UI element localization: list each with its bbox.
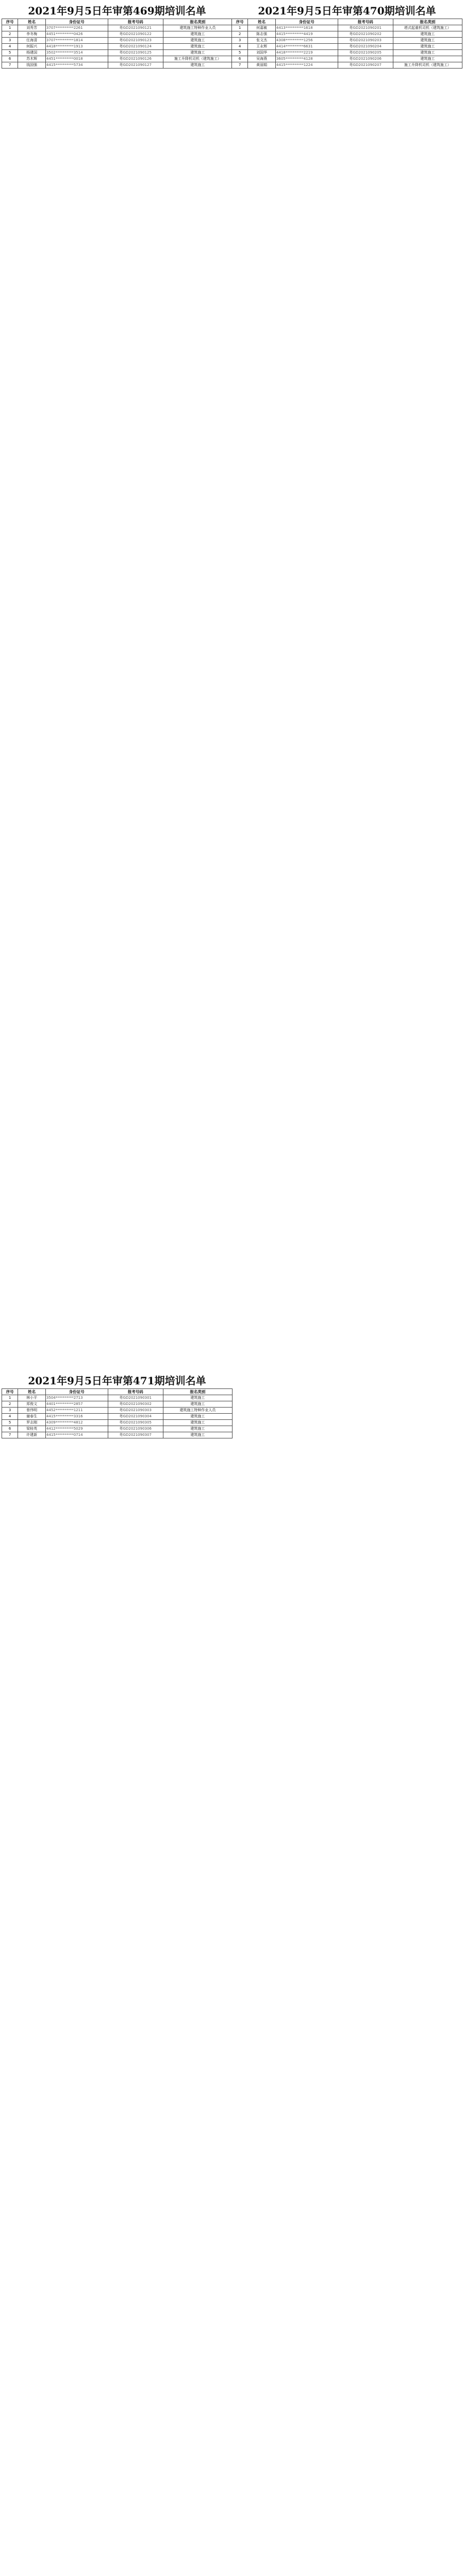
column-header: 姓名 — [248, 19, 276, 25]
category-cell: 建筑施工 — [163, 38, 232, 44]
roster-title: 2021年9月5日年审第471期培训名单 — [28, 1375, 206, 1387]
ticket-number-cell: 粤GD2021090306 — [108, 1426, 163, 1432]
ticket-number-cell: 粤GD2021090125 — [108, 50, 163, 56]
seq-cell: 5 — [232, 50, 248, 56]
roster-471 — [2, 1373, 233, 1438]
ticket-number-cell: 粤GD2021090307 — [108, 1432, 163, 1438]
column-header: 身份证号 — [45, 1389, 108, 1395]
category-cell: 建筑施工 — [393, 50, 462, 56]
ticket-number-cell: 粤GD2021090124 — [108, 44, 163, 50]
name-cell: 罗志刚 — [18, 1420, 46, 1426]
category-cell: 建筑施工 — [163, 1414, 232, 1420]
id-number-cell: 4412**********5029 — [45, 1426, 108, 1432]
id-number-cell: 4308**********1256 — [275, 38, 338, 44]
seq-cell: 5 — [2, 1420, 18, 1426]
table-row — [232, 62, 462, 69]
name-cell: 李冬梅 — [18, 31, 46, 38]
column-header: 报考号码 — [338, 19, 393, 25]
table-row — [2, 1414, 233, 1420]
name-cell: 杨建国 — [18, 50, 46, 56]
table-row — [232, 56, 462, 62]
name-cell: 林小平 — [18, 1395, 46, 1401]
id-number-cell: 4451**********0426 — [45, 31, 108, 38]
table-row — [2, 1426, 233, 1432]
category-cell: 建筑施工 — [163, 44, 232, 50]
category-cell: 建筑施工 — [163, 31, 232, 38]
id-number-cell: 3504**********2713 — [45, 1395, 108, 1401]
ticket-number-cell: 粤GD2021090302 — [108, 1401, 163, 1408]
ticket-number-cell: 粤GD2021090121 — [108, 25, 163, 31]
table-row — [2, 56, 233, 62]
seq-cell: 6 — [2, 56, 18, 62]
column-header: 报名类别 — [163, 1389, 232, 1395]
ticket-number-cell: 粤GD2021090305 — [108, 1420, 163, 1426]
id-number-cell: 4415**********1224 — [275, 62, 338, 69]
category-cell: 建筑施工 — [163, 50, 232, 56]
column-header: 报名类别 — [163, 19, 232, 25]
category-cell: 建筑施工 — [393, 38, 462, 44]
ticket-number-cell: 粤GD2021090304 — [108, 1414, 163, 1420]
category-cell: 建筑施工 — [163, 1432, 232, 1438]
ticket-number-cell: 粤GD2021090127 — [108, 62, 163, 69]
seq-cell: 3 — [232, 38, 248, 44]
table-row — [232, 25, 462, 31]
seq-cell: 7 — [2, 1432, 18, 1438]
name-cell: 谢春生 — [18, 1414, 46, 1420]
ticket-number-cell: 粤GD2021090126 — [108, 56, 163, 62]
id-number-cell: 4415**********0714 — [45, 1432, 108, 1438]
name-cell: 黄丽娟 — [248, 62, 276, 69]
seq-cell: 2 — [2, 31, 18, 38]
id-number-cell: 4309**********4812 — [45, 1420, 108, 1426]
name-cell: 刘秀芳 — [18, 25, 46, 31]
column-header: 身份证号 — [45, 19, 108, 25]
table-row — [232, 31, 462, 38]
ticket-number-cell: 粤GD2021090206 — [338, 56, 393, 62]
table-header-row — [2, 1389, 233, 1395]
id-number-cell: 4452**********1211 — [45, 1408, 108, 1414]
name-cell: 王永辉 — [248, 44, 276, 50]
seq-cell: 1 — [2, 1395, 18, 1401]
name-cell: 刘国华 — [248, 50, 276, 56]
ticket-number-cell: 粤GD2021090202 — [338, 31, 393, 38]
table-row — [2, 31, 233, 38]
table-row — [2, 1395, 233, 1401]
id-number-cell: 4414**********6631 — [275, 44, 338, 50]
category-cell: 建筑施工 — [163, 1426, 232, 1432]
column-header: 序号 — [2, 19, 18, 25]
seq-cell: 2 — [232, 31, 248, 38]
column-header: 报考号码 — [108, 19, 163, 25]
ticket-number-cell: 粤GD2021090122 — [108, 31, 163, 38]
category-cell: 建筑施工 — [393, 44, 462, 50]
name-cell: 曾伟明 — [18, 1408, 46, 1414]
table-row — [2, 62, 233, 69]
roster-469 — [2, 3, 233, 69]
column-header: 身份证号 — [275, 19, 338, 25]
name-cell: 苏木辉 — [18, 56, 46, 62]
seq-cell: 4 — [2, 44, 18, 50]
table-row — [2, 38, 233, 44]
column-header: 姓名 — [18, 1389, 46, 1395]
roster-table — [231, 19, 462, 69]
seq-cell: 6 — [2, 1426, 18, 1432]
name-cell: 何振兴 — [18, 44, 46, 50]
category-cell: 施工升降机司机（建筑施工） — [393, 62, 462, 69]
category-cell: 建筑施工 — [163, 1395, 232, 1401]
category-cell: 塔式起重机司机（建筑施工） — [393, 25, 462, 31]
name-cell: 吴海燕 — [248, 56, 276, 62]
seq-cell: 3 — [2, 1408, 18, 1414]
id-number-cell: 3605**********4128 — [275, 56, 338, 62]
ticket-number-cell: 粤GD2021090123 — [108, 38, 163, 44]
roster-table — [2, 19, 233, 69]
roster-title: 2021年9月5日年审第469期培训名单 — [28, 5, 206, 17]
seq-cell: 2 — [2, 1401, 18, 1408]
column-header: 报名类别 — [393, 19, 462, 25]
seq-cell: 6 — [232, 56, 248, 62]
table-row — [232, 44, 462, 50]
ticket-number-cell: 粤GD2021090201 — [338, 25, 393, 31]
name-cell: 许建新 — [18, 1432, 46, 1438]
seq-cell: 4 — [232, 44, 248, 50]
name-cell: 钱国强 — [18, 62, 46, 69]
id-number-cell: 4451**********0018 — [45, 56, 108, 62]
roster-table — [2, 1388, 233, 1438]
id-number-cell: 3502**********3514 — [45, 50, 108, 56]
category-cell: 建筑施工 — [393, 56, 462, 62]
category-cell: 建筑施工 — [163, 1420, 232, 1426]
column-header: 报考号码 — [108, 1389, 163, 1395]
category-cell: 建筑施工 — [163, 1401, 232, 1408]
seq-cell: 7 — [2, 62, 18, 69]
table-row — [2, 1432, 233, 1438]
category-cell: 建筑施工特种作业人员 — [163, 25, 232, 31]
ticket-number-cell: 粤GD2021090301 — [108, 1395, 163, 1401]
name-cell: 何嘉敏 — [248, 25, 276, 31]
ticket-number-cell: 粤GD2021090203 — [338, 38, 393, 44]
id-number-cell: 4415**********3316 — [45, 1414, 108, 1420]
table-header-row — [2, 19, 233, 25]
roster-title: 2021年9月5日年审第470期培训名单 — [258, 5, 436, 17]
id-number-cell: 4418**********2219 — [275, 50, 338, 56]
id-number-cell: 4415**********5734 — [45, 62, 108, 69]
id-number-cell: 4413**********1618 — [275, 25, 338, 31]
seq-cell: 1 — [2, 25, 18, 31]
category-cell: 建筑施工 — [393, 31, 462, 38]
name-cell: 张文杰 — [248, 38, 276, 44]
column-header: 序号 — [2, 1389, 18, 1395]
column-header: 序号 — [232, 19, 248, 25]
name-cell: 郑俊文 — [18, 1401, 46, 1408]
id-number-cell: 4415**********4419 — [275, 31, 338, 38]
table-row — [2, 1408, 233, 1414]
ticket-number-cell: 粤GD2021090205 — [338, 50, 393, 56]
table-row — [2, 44, 233, 50]
ticket-number-cell: 粤GD2021090303 — [108, 1408, 163, 1414]
roster-470 — [231, 3, 462, 69]
category-cell: 建筑施工特种作业人员 — [163, 1408, 232, 1414]
table-row — [2, 50, 233, 56]
table-row — [2, 1401, 233, 1408]
name-cell: 任海清 — [18, 38, 46, 44]
id-number-cell: 4401**********2857 — [45, 1401, 108, 1408]
table-row — [232, 38, 462, 44]
name-cell: 梁桂英 — [18, 1426, 46, 1432]
id-number-cell: 3707**********1814 — [45, 38, 108, 44]
seq-cell: 3 — [2, 38, 18, 44]
ticket-number-cell: 粤GD2021090204 — [338, 44, 393, 50]
category-cell: 施工升降机司机（建筑施工） — [163, 56, 232, 62]
id-number-cell: 4418**********1913 — [45, 44, 108, 50]
ticket-number-cell: 粤GD2021090207 — [338, 62, 393, 69]
table-row — [2, 25, 233, 31]
seq-cell: 1 — [232, 25, 248, 31]
column-header: 姓名 — [18, 19, 46, 25]
seq-cell: 5 — [2, 50, 18, 56]
seq-cell: 7 — [232, 62, 248, 69]
category-cell: 建筑施工 — [163, 62, 232, 69]
name-cell: 陈志强 — [248, 31, 276, 38]
id-number-cell: 3707**********2261 — [45, 25, 108, 31]
table-row — [232, 50, 462, 56]
seq-cell: 4 — [2, 1414, 18, 1420]
table-header-row — [232, 19, 462, 25]
table-row — [2, 1420, 233, 1426]
